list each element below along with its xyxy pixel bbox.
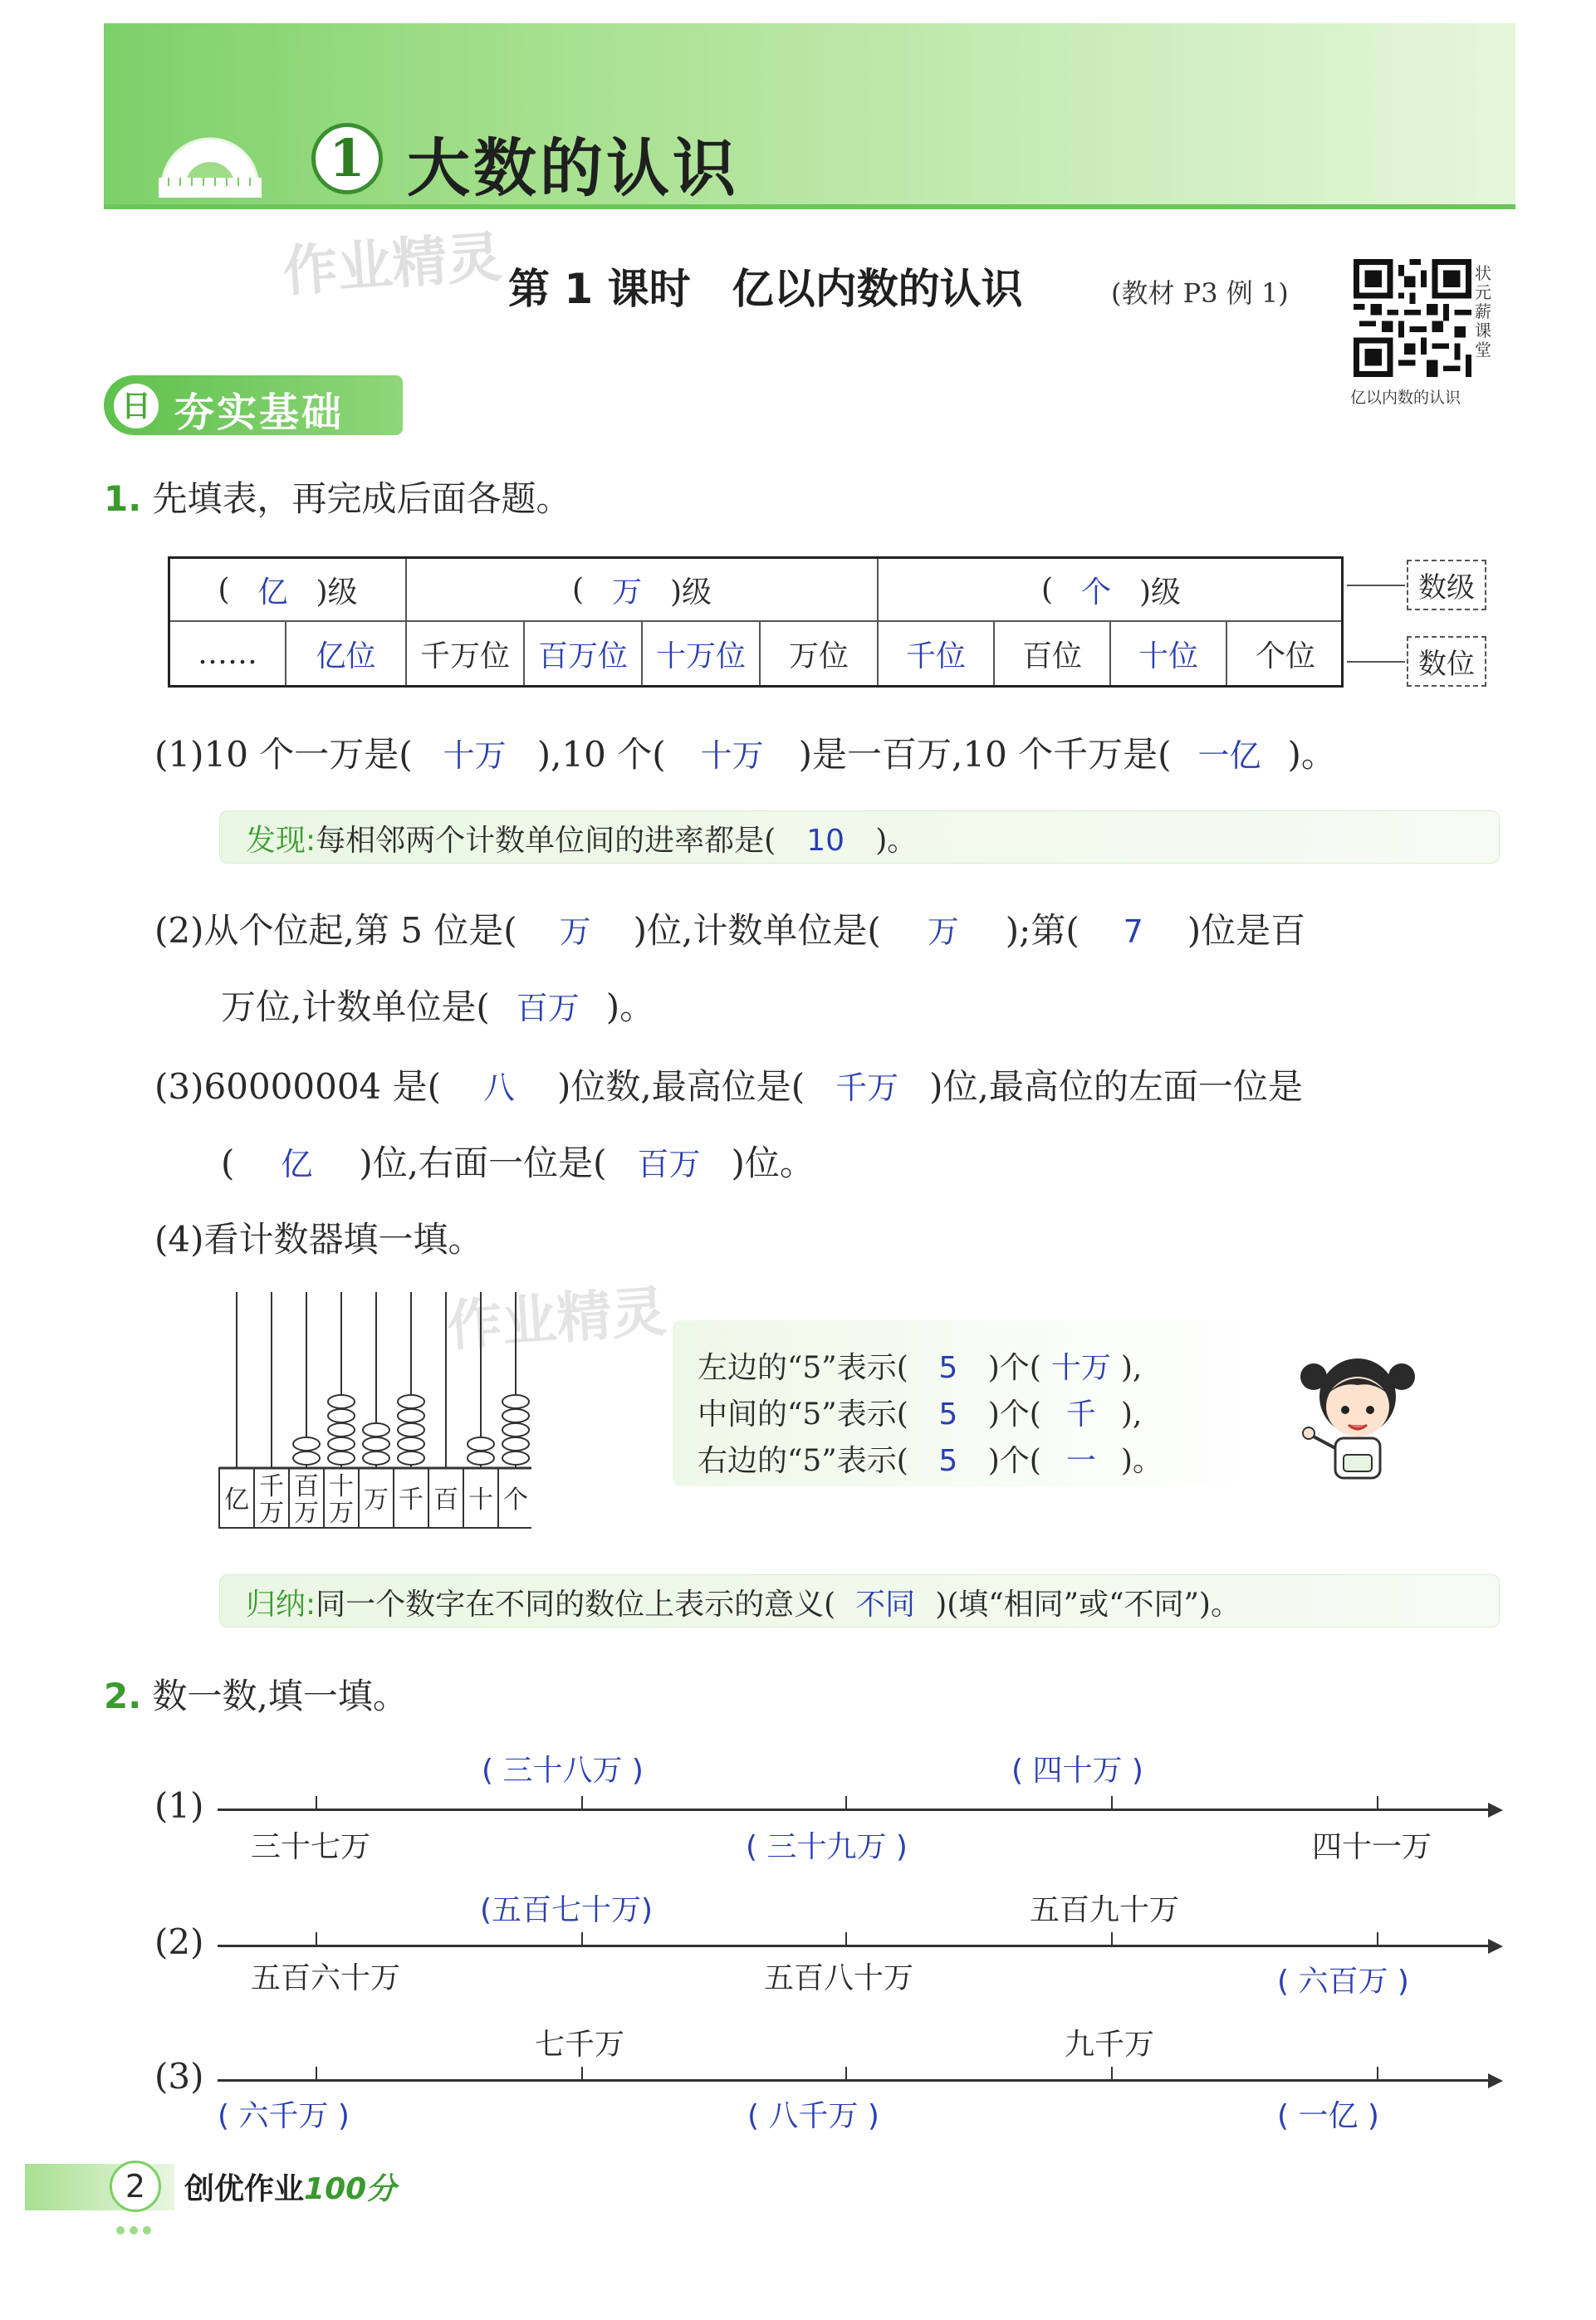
tick — [1377, 2067, 1378, 2080]
counter-line-middle — [698, 1392, 1163, 1438]
question-number: 2. — [104, 1676, 142, 1716]
abacus-bead — [328, 1423, 355, 1437]
abacus-bead — [328, 1451, 355, 1465]
label-above: 七千万 — [535, 2028, 625, 2062]
text: ), — [1120, 1397, 1143, 1432]
label-below: 五百六十万 — [251, 1961, 401, 1995]
level-cell-wan — [407, 559, 879, 620]
abacus-bead — [363, 1437, 389, 1451]
text: 60000004 是( — [203, 1066, 442, 1107]
abacus-bead — [293, 1451, 320, 1465]
abacus-bead — [502, 1409, 529, 1422]
abacus-bead — [398, 1409, 424, 1422]
sub-question-3 — [154, 1060, 1303, 1109]
sub-label: (1) — [154, 734, 204, 775]
abacus-column-label: 万 — [329, 1499, 354, 1528]
tick — [316, 1796, 317, 1809]
unit-title: 大数的认识 — [407, 131, 739, 205]
answer: 亿 — [257, 575, 288, 609]
place-cell: 亿位 — [286, 622, 407, 685]
girl-illustration — [1295, 1345, 1420, 1486]
answer: 十万 — [443, 737, 507, 774]
answer: 10 — [806, 824, 845, 858]
label-above: 九千万 — [1065, 2028, 1155, 2062]
qr-caption: 亿以内数的认识 — [1350, 389, 1461, 407]
text: )。 — [1120, 1444, 1163, 1478]
answer: 十万 — [700, 737, 764, 774]
abacus-bead — [398, 1451, 424, 1465]
text: )(填“相同”或“不同”)。 — [935, 1588, 1241, 1622]
tag-shuji: 数级 — [1407, 560, 1486, 610]
abacus-bead — [398, 1395, 424, 1408]
footer-brand — [184, 2166, 396, 2208]
answer: 千万 — [835, 1069, 899, 1106]
sub-question-3-cont — [221, 1136, 815, 1186]
answer: 万 — [927, 913, 959, 950]
level-cell-ge — [879, 559, 1344, 620]
abacus-bead — [468, 1451, 494, 1465]
text: 右边的“5”表示( — [698, 1444, 908, 1478]
paren: ( — [1040, 572, 1053, 607]
place-cell: 百万位 — [525, 622, 643, 685]
answer: 百万 — [516, 990, 580, 1026]
tick — [845, 1932, 847, 1946]
tick — [845, 2067, 847, 2080]
answer: 百万 — [637, 1146, 701, 1182]
tick — [581, 1932, 583, 1946]
qr-side-text: 状元薪课堂 — [1475, 263, 1491, 360]
abacus-bead — [468, 1437, 494, 1451]
paren: ( — [218, 572, 230, 607]
abacus-bead — [363, 1451, 389, 1465]
pointer-line — [1347, 661, 1405, 663]
answer: 个 — [1080, 575, 1111, 609]
answer: 万 — [559, 913, 591, 950]
number-line-label: (3) — [154, 2056, 204, 2097]
tick — [581, 2067, 583, 2080]
text: )个( — [987, 1444, 1041, 1478]
answer: 5 — [938, 1397, 958, 1432]
label-below: 三十七万 — [251, 1830, 371, 1864]
watermark: 作业精灵 — [445, 1279, 668, 1359]
tick — [845, 1796, 847, 1809]
sub-label: (2) — [154, 910, 204, 951]
label-below: 四十一万 — [1312, 1830, 1432, 1864]
axis-arrow-icon — [1488, 1803, 1503, 1818]
number-line-label: (1) — [154, 1785, 204, 1826]
sub-question-4 — [154, 1212, 483, 1262]
text: )位,计数单位是( — [633, 910, 881, 951]
answer: 万 — [611, 575, 642, 609]
tick — [316, 1932, 317, 1946]
sub-question-2 — [154, 903, 1305, 953]
qr-code-icon[interactable] — [1354, 259, 1471, 377]
label-above: ( 四十万 ) — [1011, 1754, 1143, 1788]
label-above: (五百七十万) — [480, 1893, 654, 1927]
answer: 一亿 — [1197, 737, 1261, 774]
abacus-bead — [293, 1437, 320, 1451]
level-cell-yi — [170, 559, 407, 620]
watermark: 作业精灵 — [281, 224, 504, 305]
counter-line-left — [698, 1345, 1163, 1392]
text: )个( — [987, 1397, 1041, 1432]
place-cell: 百位 — [995, 622, 1111, 685]
text: )位是百 — [1187, 910, 1306, 951]
text: 看计数器填一填。 — [203, 1219, 483, 1260]
abacus-column-label: 十 — [329, 1472, 354, 1501]
counter-answers — [698, 1345, 1163, 1485]
label-below: ( 三十九万 ) — [746, 1830, 908, 1864]
text: )是一百万,10 个千万是( — [798, 734, 1172, 775]
text: )。 — [605, 986, 655, 1027]
summary-line — [246, 1581, 1241, 1623]
tick — [1377, 1796, 1378, 1809]
question-number: 1. — [104, 478, 142, 519]
text: )位数,最高位是( — [557, 1066, 805, 1107]
text: 万位,计数单位是( — [221, 986, 490, 1027]
answer: 5 — [938, 1444, 958, 1478]
text: ), — [1120, 1351, 1143, 1385]
abacus-bead — [328, 1395, 355, 1408]
text: )位。 — [731, 1143, 815, 1183]
ruler-protractor-icon — [154, 108, 266, 201]
sub-question-2-cont — [221, 980, 654, 1030]
answer: 不同 — [855, 1588, 916, 1622]
abacus-bead — [363, 1423, 389, 1437]
text: 从个位起,第 5 位是( — [203, 910, 517, 951]
tick — [1377, 1932, 1378, 1946]
place-cell: 十万位 — [643, 622, 761, 685]
text: 中间的“5”表示( — [698, 1397, 908, 1432]
section-title: 夯实基础 — [174, 389, 345, 436]
number-line-axis — [218, 1809, 1488, 1811]
lesson-title: 第 1 课时 亿以内数的认识 — [508, 265, 1023, 313]
answer: 一 — [1065, 1444, 1096, 1478]
place-cell: 个位 — [1255, 639, 1315, 673]
text: )位,右面一位是( — [359, 1143, 607, 1183]
sub-label: (4) — [154, 1219, 204, 1260]
abacus-column-label: 万 — [294, 1499, 319, 1528]
abacus-bead — [398, 1437, 424, 1451]
text: )。 — [1287, 734, 1336, 775]
abacus-column-label: 亿 — [224, 1485, 249, 1515]
header-banner — [104, 23, 1515, 208]
abacus-column-label: 百 — [433, 1485, 458, 1515]
abacus-bead — [502, 1437, 529, 1451]
tag-shuwei: 数位 — [1407, 636, 1486, 687]
abacus-bead — [502, 1423, 529, 1437]
abacus-bead — [502, 1395, 529, 1408]
label-above: 五百九十万 — [1030, 1893, 1180, 1927]
label-below: 五百八十万 — [764, 1961, 914, 1995]
footer-dots — [116, 2222, 151, 2238]
place-cell: …… — [170, 622, 286, 685]
brand-suffix: 100分 — [304, 2172, 397, 2206]
number-line-axis — [218, 1945, 1488, 1947]
brand-text: 创优作业 — [184, 2172, 305, 2206]
text: 每相邻两个计数单位间的进率都是( — [316, 824, 776, 858]
axis-arrow-icon — [1488, 2073, 1503, 2088]
level-suffix: )级 — [670, 575, 712, 609]
axis-arrow-icon — [1488, 1939, 1503, 1954]
label-below: ( 六百万 ) — [1277, 1965, 1409, 1999]
text: 同一个数字在不同的数位上表示的意义( — [316, 1588, 836, 1622]
header-underline — [104, 204, 1515, 209]
text: )。 — [875, 824, 918, 858]
abacus-bead — [328, 1409, 355, 1422]
answer: 5 — [938, 1351, 958, 1385]
discover-label: 发现: — [246, 824, 316, 858]
label-below: ( 八千万 ) — [747, 2099, 879, 2133]
place-cell: 万位 — [761, 622, 879, 685]
question-prompt: 先填表，再完成后面各题。 — [152, 478, 571, 519]
abacus-bead — [328, 1437, 355, 1451]
label-above: ( 三十八万 ) — [482, 1754, 644, 1788]
text: );第( — [1005, 910, 1080, 951]
level-suffix: )级 — [316, 575, 358, 609]
abacus-column-label: 千 — [399, 1485, 423, 1515]
place-cell: 十位 — [1111, 622, 1227, 685]
sub-question-1 — [154, 727, 1336, 777]
abacus-column-label: 百 — [294, 1472, 319, 1501]
place-cell: 千位 — [879, 622, 995, 685]
text: )个( — [987, 1351, 1041, 1385]
abacus-column-label: 十 — [468, 1485, 493, 1515]
text: )位,最高位的左面一位是 — [929, 1066, 1303, 1107]
tick — [1111, 1796, 1113, 1809]
tick — [1111, 2067, 1113, 2080]
label-below: ( 六千万 ) — [218, 2099, 350, 2133]
summary-label: 归纳: — [246, 1588, 316, 1622]
section-tag-icon: 日 — [114, 384, 159, 428]
question-prompt: 数一数,填一填。 — [152, 1676, 408, 1716]
abacus-bead — [398, 1423, 424, 1437]
abacus-column-label: 个 — [503, 1485, 528, 1515]
tick — [1111, 1932, 1113, 1946]
answer: 千 — [1065, 1397, 1096, 1432]
number-line-axis — [218, 2079, 1488, 2082]
question-1-header — [104, 472, 571, 521]
answer: 八 — [483, 1069, 516, 1106]
abacus-counter — [208, 1285, 531, 1534]
pointer-line — [1347, 585, 1405, 586]
counter-line-right — [698, 1438, 1163, 1485]
place-cell: 千万位 — [407, 622, 525, 685]
answer: 7 — [1123, 913, 1143, 950]
text: ( — [221, 1143, 235, 1183]
unit-number-badge: 1 — [311, 123, 383, 194]
discover-line — [246, 817, 917, 859]
text: ),10 个( — [536, 734, 666, 775]
textbook-reference: (教材 P3 例 1) — [1111, 277, 1289, 309]
tick — [316, 2067, 317, 2080]
level-suffix: )级 — [1139, 575, 1182, 609]
abacus-bead — [502, 1451, 529, 1465]
question-2-header — [104, 1669, 408, 1719]
paren: ( — [571, 572, 584, 607]
sub-label: (3) — [154, 1066, 204, 1107]
abacus-column-label: 千 — [259, 1472, 284, 1501]
number-line-label: (2) — [154, 1921, 204, 1962]
tick — [581, 1796, 583, 1809]
place-value-table — [168, 556, 1344, 688]
text: 10 个一万是( — [203, 734, 413, 775]
page-number: 2 — [110, 2161, 161, 2212]
abacus-column-label: 万 — [259, 1499, 284, 1528]
abacus-column-label: 万 — [364, 1485, 389, 1515]
label-below: ( 一亿 ) — [1277, 2099, 1379, 2133]
answer: 十万 — [1050, 1351, 1111, 1385]
text: 左边的“5”表示( — [698, 1351, 908, 1385]
answer: 亿 — [281, 1146, 313, 1182]
